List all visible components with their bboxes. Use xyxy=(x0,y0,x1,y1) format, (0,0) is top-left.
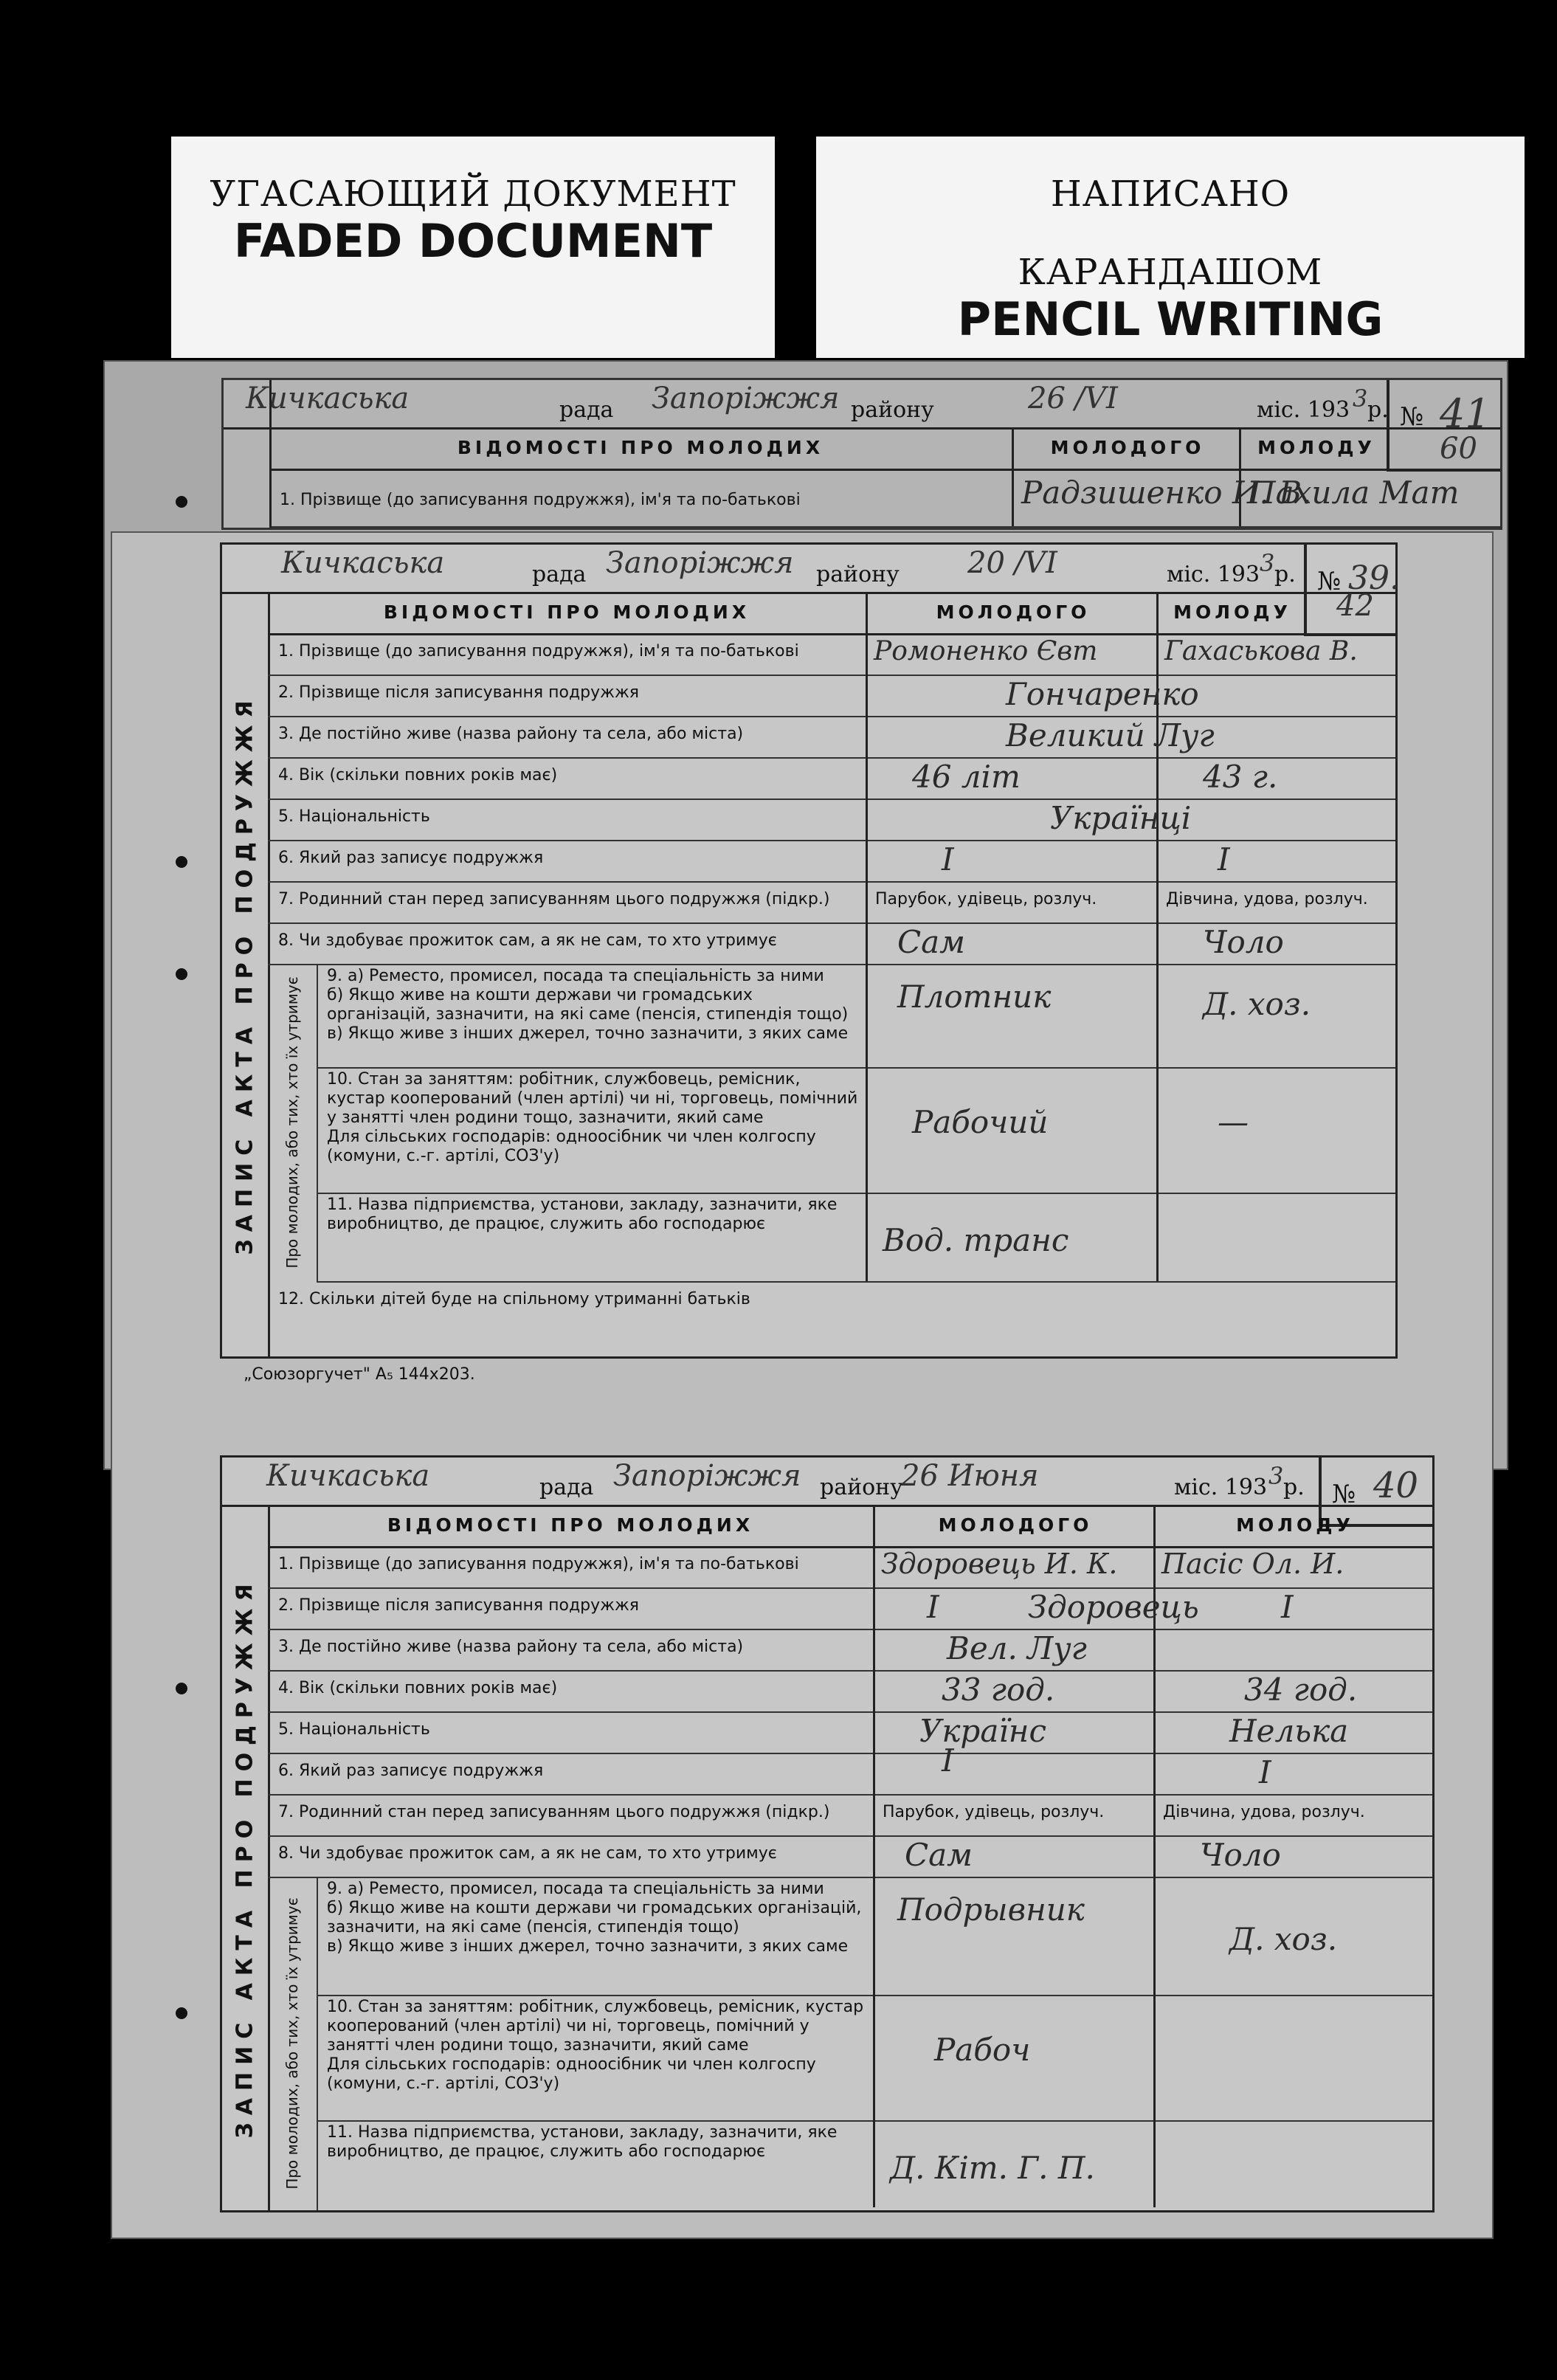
bottom-row-11 xyxy=(317,2120,1432,2207)
bottom-q4: 4. Вік (скільки повних років має) xyxy=(278,1679,558,1697)
top-q6: 6. Який раз записує подружжя xyxy=(278,849,544,867)
bottom-q7-groom-options: Парубок, удівець, розлуч. xyxy=(883,1803,1105,1821)
top-q7: 7. Родинний стан перед записуванням цього подружжя (підкр.) xyxy=(278,890,830,908)
top-q9-bride-cell xyxy=(1156,964,1311,1067)
top-row-12 xyxy=(268,1281,1395,1322)
top-q6-bride-cell xyxy=(1156,840,1230,881)
top-q4-bride-cell xyxy=(1156,757,1278,798)
top-row-6 xyxy=(268,840,1395,883)
top-year: 3 xyxy=(1260,549,1275,577)
back-date: 26 /VI xyxy=(1028,382,1118,415)
bottom-q9-groom-cell xyxy=(873,1877,1085,1995)
top-q7-bride-cell xyxy=(1156,881,1368,922)
top-q6-groom-cell xyxy=(866,840,954,881)
back-q1: 1. Прізвище (до записування подружжя), ім'я та по-батькові xyxy=(280,491,801,509)
bottom-q1-groom: Здоровець И. К. xyxy=(881,1548,1118,1580)
top-q9: 9. а) Реместо, промисел, посада та спеціальність за ними б) Якщо живе на кошти держави чи громадських організацій, зазначити, на які саме (пенсія, стипендія тощо) в) Якщо живе з інших джерел, точно зазначити, з яких саме xyxy=(327,967,849,1043)
top-no-label: № xyxy=(1317,567,1342,596)
back-no-label: № xyxy=(1400,402,1424,432)
bottom-q5-bride-cell xyxy=(1153,1711,1349,1753)
bottom-rada-label: рада xyxy=(539,1474,594,1500)
bottom-q4-bride: 34 год. xyxy=(1244,1672,1358,1708)
bottom-row-10 xyxy=(317,1995,1432,2122)
bottom-q2-bride-mark: I xyxy=(1281,1589,1294,1625)
bottom-sub-side-text: Про молодих, або тих, хто їх утримує xyxy=(283,1897,301,2190)
top-q11-groom-cell xyxy=(866,1193,1069,1281)
bottom-q6-groom: I xyxy=(942,1742,954,1779)
bottom-q10-groom: Рабоч xyxy=(934,2032,1031,2068)
form-top xyxy=(220,542,1398,1359)
top-q12: 12. Скільки дітей буде на спільному утриманні батьків xyxy=(278,1290,750,1308)
top-q11-groom: Вод. транс xyxy=(883,1222,1069,1258)
bottom-q7-bride-cell xyxy=(1153,1794,1365,1835)
top-row-9 xyxy=(317,964,1395,1069)
back-r-label: р. xyxy=(1367,397,1389,423)
faded-label-en: FADED DOCUMENT xyxy=(233,214,713,268)
bottom-q9: 9. а) Реместо, промисел, посада та спеціальність за ними б) Якщо живе на кошти держави чи громадських організацій, зазначити, на які саме (пенсія, стипендія тощо) в) Якщо живе з інших джерел, точно зазначити, з яких саме xyxy=(327,1880,862,1956)
top-col-groom: МОЛОДОГО xyxy=(866,592,1159,635)
bottom-row-3 xyxy=(268,1629,1432,1672)
bottom-district: Запоріжжя xyxy=(613,1459,801,1493)
bottom-q2: 2. Прізвище після записування подружжя xyxy=(278,1596,640,1615)
top-row-2 xyxy=(268,675,1395,717)
top-date: 20 /VI xyxy=(967,546,1057,580)
bottom-q9-groom: Подрывник xyxy=(897,1891,1085,1928)
bottom-q5-groom: Українс xyxy=(919,1713,1046,1749)
top-row-5 xyxy=(268,798,1395,841)
bottom-q3: 3. Де постійно живе (назва району та села, або міста) xyxy=(278,1638,744,1656)
bottom-row-9 xyxy=(317,1877,1432,1996)
pencil-writing-label xyxy=(816,137,1525,358)
top-q2-groom-cell xyxy=(866,675,868,716)
bottom-q9-bride-cell xyxy=(1153,1877,1338,1995)
top-q2: 2. Прізвище після записування подружжя xyxy=(278,683,640,702)
back-col-header: ВІДОМОСТІ ПРО МОЛОДИХ xyxy=(269,427,1012,471)
back-year-label: міс. 193 xyxy=(1257,397,1350,423)
top-number: 39. xyxy=(1348,559,1400,597)
top-q1-groom: Ромоненко Євт xyxy=(874,636,1098,666)
top-q8-bride: Чоло xyxy=(1203,924,1284,960)
top-q6-groom: I xyxy=(942,841,954,877)
bottom-side-title xyxy=(222,1505,270,2210)
back-form xyxy=(221,378,1502,530)
bottom-q11-bride-cell xyxy=(1153,2120,1156,2207)
bottom-q6: 6. Який раз записує подружжя xyxy=(278,1762,544,1780)
bottom-number: 40 xyxy=(1373,1465,1419,1506)
top-q7-groom-options: Парубок, удівець, розлуч. xyxy=(875,890,1097,908)
top-q4-groom-cell xyxy=(866,757,1021,798)
bottom-date: 26 Июня xyxy=(901,1459,1039,1493)
top-q8-groom-cell xyxy=(866,922,965,964)
bottom-q2-answer: Здоровець xyxy=(1028,1589,1199,1625)
top-q3-groom-cell xyxy=(866,716,868,757)
back-q1-groom-cell xyxy=(1012,469,1312,526)
faded-label-ru: УГАСАЮЩИЙ ДОКУМЕНТ xyxy=(210,173,736,215)
bottom-row-6 xyxy=(268,1742,1432,1796)
top-q10-groom-cell xyxy=(866,1067,1049,1193)
top-sub-side-text: Про молодих, або тих, хто їх утримує xyxy=(283,976,301,1269)
top-village: Кичкаська xyxy=(281,546,445,580)
top-row-10 xyxy=(317,1067,1395,1194)
bottom-row-5 xyxy=(268,1711,1432,1754)
top-q11-bride-cell xyxy=(1156,1193,1159,1281)
top-q10-bride-cell xyxy=(1156,1067,1249,1193)
back-number-old: 60 xyxy=(1440,432,1477,466)
top-q11: 11. Назва підприємства, установи, закладу, зазначити, яке виробництво, де працює, служить або господарює xyxy=(327,1196,843,1233)
back-number-box xyxy=(1387,380,1500,472)
top-row-7 xyxy=(268,881,1395,924)
bottom-q2-groom-cell xyxy=(873,1587,939,1629)
top-q7-groom-cell xyxy=(866,881,1097,922)
bottom-q8-groom-cell xyxy=(873,1835,973,1877)
bottom-col-groom: МОЛОДОГО xyxy=(873,1505,1156,1548)
bottom-q8: 8. Чи здобуває прожиток сам, а як не сам, то хто утримує xyxy=(278,1844,777,1863)
punch-hole xyxy=(176,856,187,868)
bottom-row-8 xyxy=(268,1835,1432,1878)
bottom-q7-bride-options: Дівчина, удова, розлуч. xyxy=(1163,1803,1365,1821)
back-q1-groom: Радзишенко И. В. xyxy=(1021,475,1312,511)
top-number-alt: 42 xyxy=(1336,589,1374,623)
top-q1: 1. Прізвище (до записування подружжя), ім'я та по-батькові xyxy=(278,642,799,660)
pencil-label-ru-2: КАРАНДАШОМ xyxy=(1018,252,1323,293)
top-sub-side xyxy=(268,964,318,1281)
back-form-header xyxy=(224,380,1500,430)
bottom-row-7 xyxy=(268,1794,1432,1837)
top-q1-groom-cell xyxy=(866,633,1098,675)
top-row-1 xyxy=(268,633,1395,676)
top-col-header: ВІДОМОСТІ ПРО МОЛОДИХ xyxy=(268,592,866,635)
bottom-row-2 xyxy=(268,1587,1432,1630)
top-q2-answer: Гончаренко xyxy=(1006,676,1199,712)
top-q4-bride: 43 г. xyxy=(1203,759,1278,795)
top-side-title-text: ЗАПИС АКТА ПРО ПОДРУЖЖЯ xyxy=(232,693,258,1255)
punch-hole xyxy=(176,1683,187,1694)
bottom-q10-groom-cell xyxy=(873,1995,1031,2120)
faded-document-label xyxy=(171,137,775,358)
top-number-box xyxy=(1304,545,1400,636)
top-q8-groom: Сам xyxy=(897,924,965,960)
top-row-4 xyxy=(268,757,1395,800)
bottom-col-header: ВІДОМОСТІ ПРО МОЛОДИХ xyxy=(268,1505,873,1548)
back-side xyxy=(224,380,272,528)
bottom-q5: 5. Національність xyxy=(278,1720,430,1739)
bottom-r-label: р. xyxy=(1283,1474,1305,1500)
bottom-q7-groom-cell xyxy=(873,1794,1105,1835)
top-q9-groom: Плотник xyxy=(897,979,1052,1015)
form-top-header xyxy=(222,545,1395,594)
bottom-q1-groom-cell xyxy=(873,1546,1118,1587)
bottom-village: Кичкаська xyxy=(266,1459,430,1493)
top-q10-groom: Рабочий xyxy=(912,1104,1049,1140)
back-village: Кичкаська xyxy=(246,382,410,415)
bottom-year: 3 xyxy=(1268,1462,1284,1490)
top-side-title xyxy=(222,592,270,1356)
top-q9-bride: Д. хоз. xyxy=(1203,986,1311,1022)
bottom-col-bride: МОЛОДУ xyxy=(1153,1505,1435,1548)
top-row-11 xyxy=(317,1193,1395,1283)
top-row-3 xyxy=(268,716,1395,759)
bottom-q6-groom-cell xyxy=(873,1742,954,1794)
bottom-row-1 xyxy=(268,1546,1432,1589)
top-q5: 5. Національність xyxy=(278,807,430,826)
back-row-1 xyxy=(269,469,1500,528)
back-rada-label: рада xyxy=(559,397,614,423)
top-q8: 8. Чи здобуває прожиток сам, а як не сам, то хто утримує xyxy=(278,931,777,950)
bottom-q11-groom: Д. Кіт. Г. П. xyxy=(890,2150,1095,2186)
bottom-q7: 7. Родинний стан перед записуванням цього подружжя (підкр.) xyxy=(278,1803,830,1821)
top-rada-label: рада xyxy=(532,562,587,587)
top-q8-bride-cell xyxy=(1156,922,1284,964)
bottom-no-label: № xyxy=(1332,1480,1356,1509)
bottom-q5-bride: Нелька xyxy=(1229,1713,1349,1749)
top-q1-bride: Гахаськова В. xyxy=(1164,636,1358,666)
top-q5-answer: Українці xyxy=(1050,800,1192,836)
back-col-groom: МОЛОДОГО xyxy=(1012,427,1241,471)
bottom-q5-groom-cell xyxy=(873,1711,1046,1753)
pencil-label-ru-1: НАПИСАНО xyxy=(1050,173,1291,215)
bottom-side-title-text: ЗАПИС АКТА ПРО ПОДРУЖЖЯ xyxy=(232,1576,258,2139)
back-col-bride: МОЛОДУ xyxy=(1239,427,1392,471)
bottom-q9-bride: Д. хоз. xyxy=(1229,1921,1338,1957)
bottom-q3-groom-cell xyxy=(873,1629,875,1670)
back-district: Запоріжжя xyxy=(652,382,840,415)
top-q6-bride: I xyxy=(1218,841,1230,877)
top-q4: 4. Вік (скільки повних років має) xyxy=(278,766,558,784)
back-q1-bride-cell xyxy=(1239,469,1460,526)
top-year-label: міс. 193 xyxy=(1167,562,1260,587)
punch-hole xyxy=(176,2007,187,2019)
bottom-q8-bride: Чоло xyxy=(1200,1837,1281,1873)
printer-note: „Союзоргучет" А₅ 144х203. xyxy=(244,1365,475,1384)
pencil-label-en: PENCIL WRITING xyxy=(957,292,1384,346)
bottom-q4-groom-cell xyxy=(873,1670,1055,1711)
top-q3: 3. Де постійно живе (назва району та села, або міста) xyxy=(278,725,744,743)
form-bottom-header xyxy=(222,1458,1432,1507)
bottom-q3-bride-cell xyxy=(1153,1629,1156,1670)
bottom-q8-groom: Сам xyxy=(905,1837,973,1873)
punch-hole xyxy=(176,968,187,980)
bottom-q10: 10. Стан за заняттям: робітник, службовець, ремісник, кустар кооперований (член артілі) чи ні, торговець, помічний у занятті член родини тощо, зазначити, який саме Для сільських господарів: одноосібник чи член колгоспу (комуни, с.-г. артілі, СОЗ'у) xyxy=(327,1998,864,2093)
bottom-q2-groom-mark: I xyxy=(927,1589,939,1625)
bottom-q4-bride-cell xyxy=(1153,1670,1358,1711)
punch-hole xyxy=(176,496,187,508)
top-q7-bride-options: Дівчина, удова, розлуч. xyxy=(1166,890,1368,908)
top-row-8 xyxy=(268,922,1395,965)
form-bottom xyxy=(220,1455,1435,2212)
bottom-q4-groom: 33 год. xyxy=(942,1672,1055,1708)
top-q4-groom: 46 літ xyxy=(912,759,1021,795)
back-year: 3 xyxy=(1353,384,1368,413)
bottom-q10-bride-cell xyxy=(1153,1995,1156,2120)
top-r-label: р. xyxy=(1274,562,1296,587)
back-number: 41 xyxy=(1440,390,1491,437)
bottom-q8-bride-cell xyxy=(1153,1835,1281,1877)
bottom-q3-answer: Вел. Луг xyxy=(947,1630,1087,1666)
bottom-q11-groom-cell xyxy=(873,2120,1095,2207)
bottom-row-4 xyxy=(268,1670,1432,1713)
bottom-year-label: міс. 193 xyxy=(1174,1474,1268,1500)
top-q10: 10. Стан за заняттям: робітник, службовець, ремісник, кустар кооперований (член артілі) чи ні, торговець, помічний у занятті член родини тощо, зазначити, який саме Для сільських господарів: одноосібник чи член колгоспу (комуни, с.-г. артілі, СОЗ'у) xyxy=(327,1070,858,1165)
top-district: Запоріжжя xyxy=(606,546,794,580)
bottom-q6-bride: I xyxy=(1259,1754,1271,1790)
top-raion-label: району xyxy=(816,562,900,587)
bottom-q1-bride: Пасіс Ол. И. xyxy=(1161,1548,1344,1580)
bottom-raion-label: району xyxy=(820,1474,903,1500)
bottom-q1: 1. Прізвище (до записування подружжя), ім'я та по-батькові xyxy=(278,1555,799,1573)
top-q9-groom-cell xyxy=(866,964,1052,1067)
bottom-q6-bride-cell xyxy=(1153,1753,1271,1794)
top-col-bride: МОЛОДУ xyxy=(1156,592,1306,635)
bottom-q11: 11. Назва підприємства, установи, закладу, зазначити, яке виробництво, де працює, служить або господарює xyxy=(327,2123,843,2161)
top-q5-groom-cell xyxy=(866,798,868,840)
bottom-q1-bride-cell xyxy=(1153,1546,1344,1587)
top-q3-answer: Великий Луг xyxy=(1006,717,1215,753)
back-raion-label: району xyxy=(851,397,934,423)
back-q1-bride: Пахила Мат xyxy=(1249,475,1460,511)
top-q10-bride: — xyxy=(1218,1104,1249,1140)
top-q1-bride-cell xyxy=(1156,633,1358,675)
bottom-sub-side xyxy=(268,1877,318,2210)
